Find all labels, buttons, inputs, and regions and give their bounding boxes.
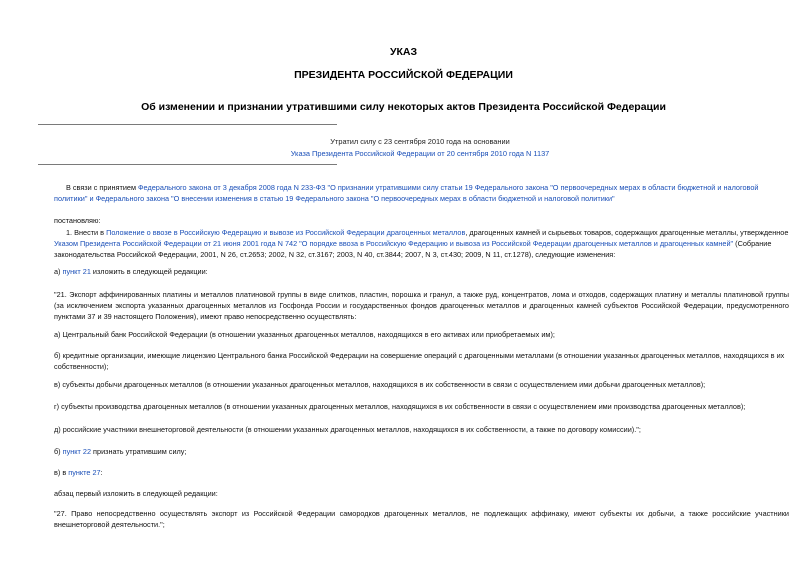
decree-word: постановляю: bbox=[54, 216, 101, 225]
point-21-b: б) кредитные организации, имеющие лицензию Центрального банка Российской Федерации на совершение операций с драгоценными металлами (в отношении указанных драгоценных металлов, находящихся в их собственности); bbox=[54, 351, 785, 371]
document-title: Об изменении и признании утратившими силу некоторых актов Президента Российской Федерации bbox=[141, 101, 666, 113]
point-21-text: "21. Экспорт аффинированных платины и металлов платиновой группы в виде слитков, пластин, порошка и гранул, а также руд, концентратов, лома и отходов, содержащих платину и металлы платиновой группы (за исключением экспорта указанных драгоценных металлов из Госфонда России и государственных фондов драгоценных металлов и драгоценных камней субъектов Российской Федерации, предусмотренного пунктами 37 и 39 настоящего Положения), имеют право непосредственно осуществлять: bbox=[54, 290, 789, 321]
clause-1-paragraph bbox=[54, 228, 789, 260]
doc-type-title: УКАЗ bbox=[389, 46, 418, 58]
top-divider bbox=[38, 124, 337, 125]
point-21-d: д) российские участники внешнеторговой деятельности (в отношении указанных драгоценных металлов, находящихся в их собственности, а также по договору комиссии)."; bbox=[54, 425, 641, 434]
preamble-text: В связи с принятием bbox=[66, 183, 138, 192]
item-a-paragraph bbox=[54, 267, 770, 278]
item-v-suffix: : bbox=[100, 468, 103, 477]
link-federal-law-233[interactable]: Федерального закона от 3 декабря 2008 года N 233-ФЗ "О признании утратившими силу статьи 19 Федерального закона "О первоочередных мерах в области бюджетной и налоговой политики" и Федерального закона "О внесении изменения в статью 19 Федерального закона "О первоочередных мерах в области бюджетной и налоговой политики" bbox=[54, 183, 759, 203]
item-b-paragraph bbox=[54, 447, 770, 458]
link-point-27[interactable]: пункте 27 bbox=[68, 468, 101, 477]
point-21-v: в) субъекты добычи драгоценных металлов (в отношении указанных драгоценных металлов, находящихся в их собственности в связи с осуществлением ими добычи драгоценных металлов); bbox=[54, 380, 706, 389]
item-b-suffix: признать утратившим силу; bbox=[91, 447, 187, 456]
link-regulation[interactable]: Положение о ввозе в Российскую Федерацию и вывозе из Российской Федерации драгоценных металлов bbox=[106, 228, 466, 237]
point-27-text: "27. Право непосредственно осуществлять экспорт из Российской Федерации самородков драгоценных металлов, не подлежащих аффинажу, имеют субъекты их добычи, а также российские участники внешнеторговой деятельности."; bbox=[54, 509, 789, 529]
preamble-paragraph bbox=[54, 183, 789, 205]
clause-1-text-c: (Собрание законодательства Российской Федерации, 2001, N 26, ст.2653; 2002, N 32, ст.3167; 2003, N 40, ст.3844; 2007, N 3, ст.430; 2009, N 11, ст.1278), следующие изменения: bbox=[54, 238, 772, 259]
bottom-divider bbox=[38, 164, 337, 165]
item-a-suffix: изложить в следующей редакции: bbox=[90, 267, 208, 276]
clause-1-text-a: 1. Внести в bbox=[66, 228, 107, 237]
status-link-repealing-decree[interactable]: Указа Президента Российской Федерации от 20 сентября 2010 года N 1137 bbox=[290, 149, 550, 158]
item-a-prefix: а) bbox=[54, 267, 63, 276]
item-v-paragraph bbox=[54, 468, 770, 479]
item-v-prefix: в) в bbox=[54, 468, 69, 477]
issuer-title: ПРЕЗИДЕНТА РОССИЙСКОЙ ФЕДЕРАЦИИ bbox=[294, 69, 513, 81]
first-para-instruction: абзац первый изложить в следующей редакции: bbox=[54, 489, 218, 498]
point-21-g: г) субъекты производства драгоценных металлов (в отношении указанных драгоценных металлов, находящихся в их собственности в связи с осуществлением ими производства драгоценных металлов); bbox=[54, 402, 746, 411]
clause-1-text-b: , драгоценных камней и сырьевых товаров, содержащих драгоценные металлы, утвержденное bbox=[465, 228, 789, 237]
item-b-prefix: б) bbox=[54, 447, 63, 456]
link-decree-742[interactable]: Указом Президента Российской Федерации от 21 июня 2001 года N 742 "О порядке ввоза в Российскую Федерацию и вывоза из Российской Федерации драгоценных металлов и драгоценных камней" bbox=[54, 238, 734, 248]
point-21-a: а) Центральный банк Российской Федерации (в отношении указанных драгоценных металлов, находящихся в его активах или приобретаемых им); bbox=[54, 330, 555, 339]
link-point-22[interactable]: пункт 22 bbox=[62, 447, 92, 456]
link-point-21[interactable]: пункт 21 bbox=[62, 267, 91, 276]
status-note: Утратил силу с 23 сентября 2010 года на основании bbox=[330, 137, 510, 146]
